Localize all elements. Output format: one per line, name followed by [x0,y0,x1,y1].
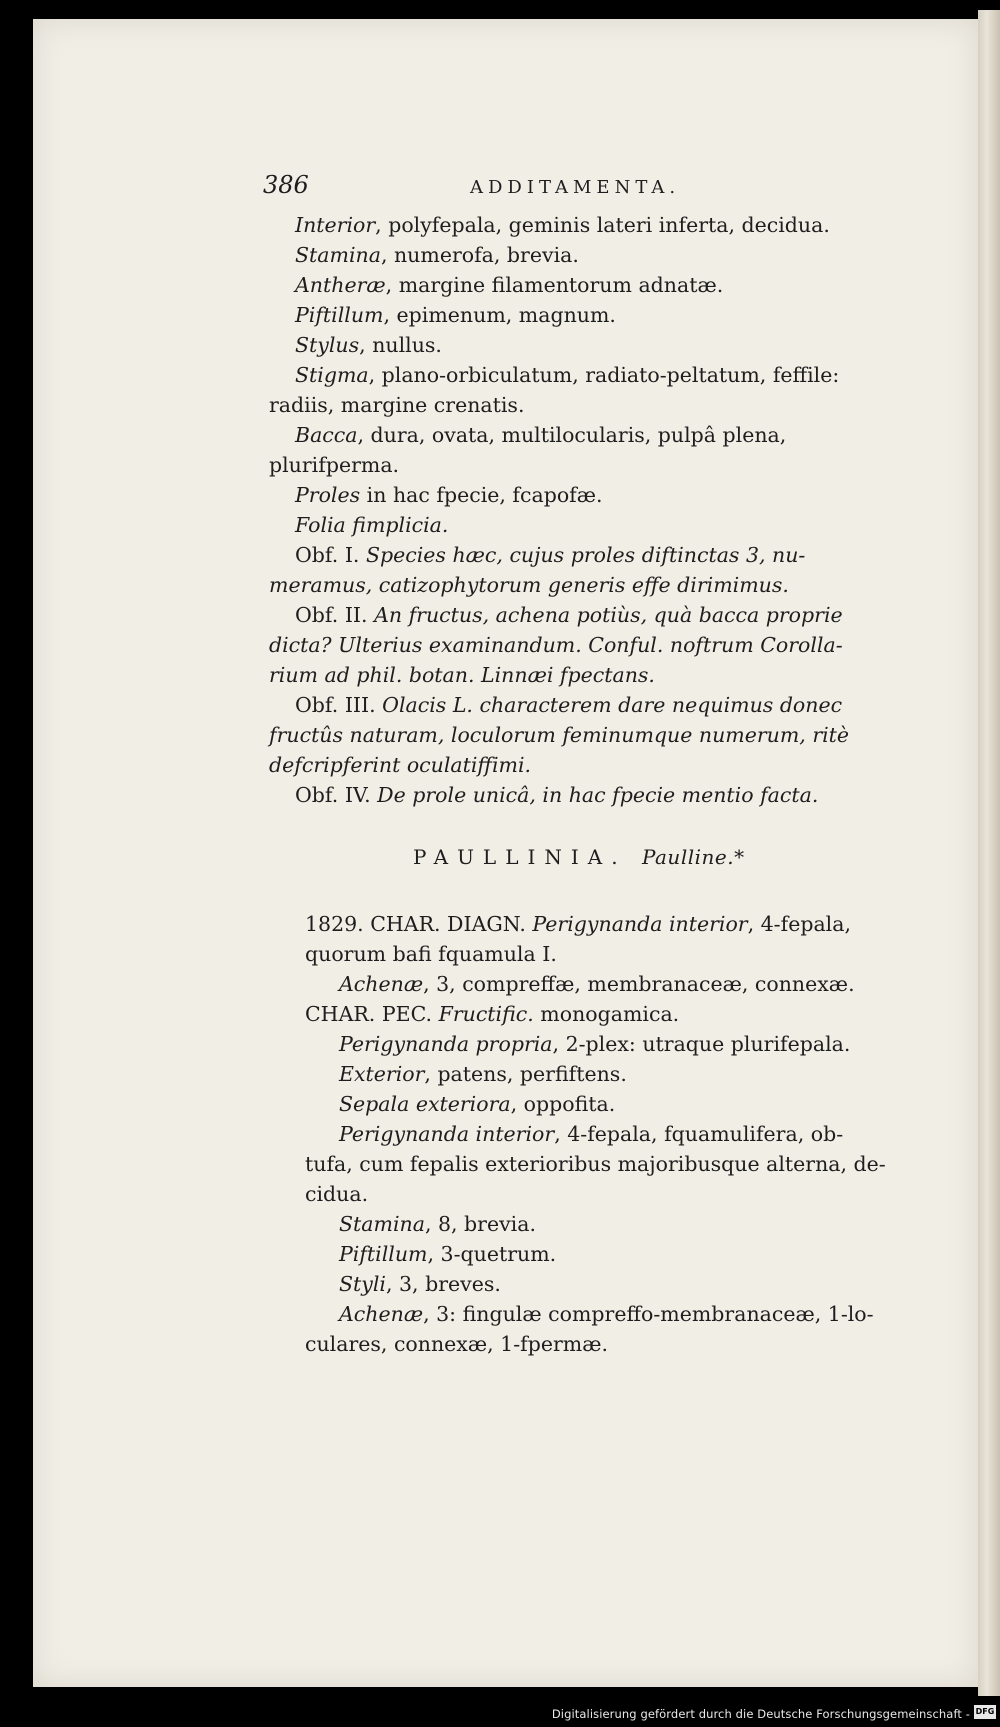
book-page [33,19,978,1687]
text-line: rium ad phil. botan. Linnæi fpectans. [269,663,655,687]
vernacular-name: Paulline. [641,845,735,869]
text-line: Obf. II. An fructus, achena potiùs, quà bacca proprie [295,603,843,627]
dfg-logo-icon: DFG [974,1705,996,1719]
entry-line: cidua. [305,1182,369,1206]
entry-line: 1829. CHAR. DIAGN. Perigynanda interior, 4-fepala, [305,912,851,936]
asterisk-mark: * [734,845,754,869]
entry-line: Sepala exteriora, oppofita. [339,1092,616,1116]
entry-line: CHAR. PEC. Fructific. monogamica. [305,1002,680,1026]
running-head: ADDITAMENTA. [470,177,681,198]
entry-line: culares, connexæ, 1-fpermæ. [305,1332,609,1356]
text-line: Proles in hac fpecie, fcapofæ. [295,483,603,507]
entry-line: tufa, cum fepalis exterioribus majoribusque alterna, de- [305,1152,886,1176]
text-line: Obf. III. Olacis L. characterem dare nequimus donec [295,693,843,717]
text-line: Interior, polyfepala, geminis lateri inferta, decidua. [295,213,830,237]
entry-line: Achenæ, 3, compreffæ, membranaceæ, connexæ. [339,972,855,996]
text-line: Bacca, dura, ovata, multilocularis, pulpâ plena, [295,423,787,447]
text-line: Folia fimplicia. [295,513,449,537]
page-content [33,19,978,1687]
text-line: Stigma, plano-orbiculatum, radiato-peltatum, feffile: [295,363,840,387]
text-line: Obf. I. Species hæc, cujus proles diftinctas 3, nu- [295,543,806,567]
text-line: radiis, margine crenatis. [269,393,525,417]
text-line: plurifperma. [269,453,400,477]
text-line: Obf. IV. De prole unicâ, in hac fpecie mentio facta. [295,783,819,807]
entry-line: Achenæ, 3: fingulæ compreffo-membranaceæ, 1-lo- [339,1302,874,1326]
entry-line: quorum bafi fquamula I. [305,942,557,966]
entry-line: Perigynanda interior, 4-fepala, fquamulifera, ob- [339,1122,844,1146]
section-heading [413,845,753,869]
text-line: Stylus, nullus. [295,333,442,357]
text-line: dicta? Ulterius examinandum. Conful. noftrum Corolla- [269,633,843,657]
funding-credit: Digitalisierung gefördert durch die Deutsche Forschungsgemeinschaft - [551,1707,970,1721]
entry-line: Exterior, patens, perfiftens. [339,1062,627,1086]
text-line: fructûs naturam, loculorum feminumque numerum, ritè [269,723,850,747]
text-line: Antheræ, margine filamentorum adnatæ. [295,273,724,297]
book-edge [978,10,1000,1700]
text-line: defcripferint oculatiffimi. [269,753,532,777]
entry-line: Piftillum, 3-quetrum. [339,1242,557,1266]
genus-name: PAULLINIA. [413,845,627,869]
entry-line: Styli, 3, breves. [339,1272,501,1296]
page-number: 386 [263,171,309,199]
text-line: Stamina, numerofa, brevia. [295,243,579,267]
text-line: Piftillum, epimenum, magnum. [295,303,616,327]
digitization-footer [0,1696,1000,1727]
text-line: meramus, catizophytorum generis effe dirimimus. [269,573,789,597]
entry-line: Perigynanda propria, 2-plex: utraque plurifepala. [339,1032,851,1056]
entry-line: Stamina, 8, brevia. [339,1212,536,1236]
